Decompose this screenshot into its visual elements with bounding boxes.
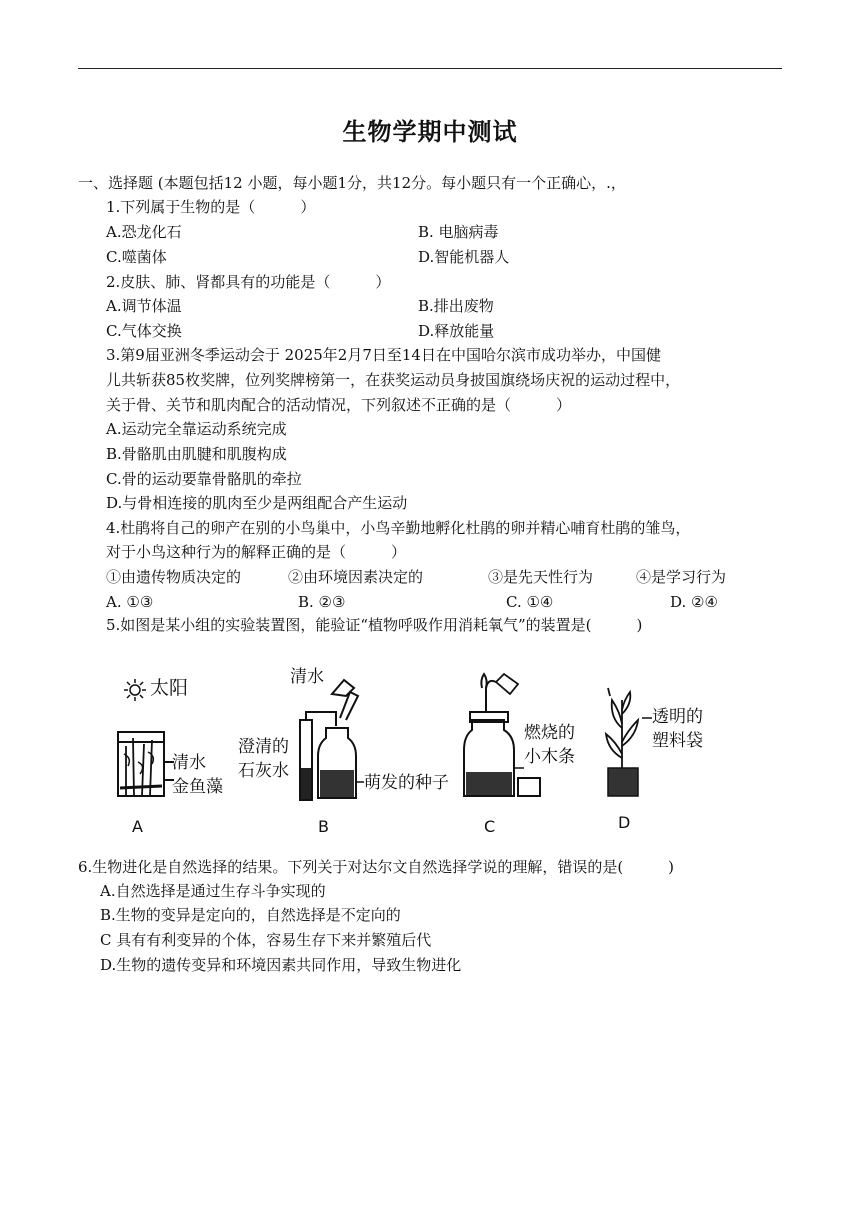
q2-option-a: A.调节体温 (106, 297, 182, 315)
q1-option-d: D.智能机器人 (418, 248, 510, 266)
device-c (464, 674, 575, 836)
device-d (606, 688, 703, 832)
q6-option-a: A.自然选择是通过生存斗争实现的 (100, 882, 326, 900)
q3-option-c: C.骨的运动要靠骨骼肌的牵拉 (106, 470, 302, 488)
q2-option-d: D.释放能量 (418, 322, 495, 340)
q2-stem: 2.皮肤、肺、肾都具有的功能是（ ） (106, 273, 391, 291)
beaker-a (118, 732, 174, 796)
q2-option-c: C.气体交换 (106, 322, 182, 340)
sun-icon (124, 679, 146, 701)
q4-stem-line-1: 4.杜鹃将自己的卵产在别的小鸟巢中，小鸟辛勤地孵化杜鹃的卵并精心哺育杜鹃的雏鸟， (106, 519, 691, 537)
q4-option-d: D. ②④ (670, 593, 718, 611)
q6-stem: 6.生物进化是自然选择的结果。下列关于对达尔文自然选择学说的理解，错误的是( ) (78, 858, 675, 876)
label-stick-1: 燃烧的 (524, 723, 575, 743)
label-water-a: 清水 (172, 753, 206, 773)
jar-c-fill (466, 772, 512, 795)
q6-option-c: C 具有有利变异的个体，容易生存下来并繁殖后代 (100, 931, 432, 949)
header-rule (78, 68, 782, 69)
pot-d (608, 768, 638, 796)
label-seeds: 萌发的种子 (364, 773, 449, 793)
q4-option-a: A. ①③ (106, 593, 154, 611)
q3-option-a: A.运动完全靠运动系统完成 (106, 420, 287, 438)
q3-stem-line-2: 儿共斩获85枚奖牌，位列奖牌榜第一，在获奖运动员身披国旗绕场庆祝的运动过程中， (106, 371, 681, 389)
label-bag-1: 透明的 (652, 707, 703, 727)
label-limewater-1: 澄清的 (238, 737, 289, 757)
label-d: D (618, 813, 631, 832)
q3-option-d: D.与骨相连接的肌肉至少是两组配合产生运动 (106, 494, 408, 512)
label-b: B (318, 817, 329, 836)
section-header: 一、选择题 (本题包括12 小题，每小题1分，共12分。每小题只有一个正确心，.， (78, 174, 626, 192)
experiment-figure (100, 658, 740, 840)
q1-option-a: A.恐龙化石 (106, 223, 182, 241)
q4-statement-4: ④是学习行为 (636, 568, 727, 586)
q4-statement-2: ②由环境因素决定的 (288, 568, 424, 586)
label-water-b: 清水 (290, 667, 324, 687)
q6-option-d: D.生物的遗传变异和环境因素共同作用，导致生物进化 (100, 956, 462, 974)
q3-stem-line-3: 关于骨、关节和肌肉配合的活动情况，下列叙述不正确的是（ ） (106, 396, 572, 414)
label-bag-2: 塑料袋 (652, 731, 703, 751)
q4-statement-1: ①由遗传物质决定的 (106, 568, 242, 586)
q2-option-b: B.排出废物 (418, 297, 494, 315)
label-algae: 金鱼藻 (172, 777, 223, 797)
q4-stem-line-2: 对于小鸟这种行为的解释正确的是（ ） (106, 543, 407, 561)
q1-option-c: C.噬菌体 (106, 248, 167, 266)
label-sun: 太阳 (150, 677, 189, 699)
q3-option-b: B.骨骼肌由肌腱和肌腹构成 (106, 445, 287, 463)
label-limewater-2: 石灰水 (238, 761, 289, 781)
seeds-fill (320, 770, 354, 797)
q5-stem: 5.如图是某小组的实验装置图，能验证“植物呼吸作用消耗氧气”的装置是( ) (106, 616, 643, 634)
page-title: 生物学期中测试 (342, 118, 518, 146)
label-stick-2: 小木条 (524, 747, 575, 767)
q3-stem-line-1: 3.第9届亚洲冬季运动会于 2025年2月7日至14日在中国哈尔滨市成功举办，中国健 (106, 346, 661, 364)
q4-statement-3: ③是先天性行为 (488, 568, 594, 586)
q4-option-c: C. ①④ (506, 593, 554, 611)
plant-d (606, 688, 638, 770)
device-b (238, 667, 449, 836)
q6-option-b: B.生物的变异是定向的，自然选择是不定向的 (100, 906, 401, 924)
q4-option-b: B. ②③ (298, 593, 346, 611)
q1-stem: 1.下列属于生物的是（ ） (106, 198, 316, 216)
label-c: C (484, 817, 496, 836)
device-a (118, 677, 223, 836)
label-a: A (132, 817, 143, 836)
q1-option-b: B. 电脑病毒 (418, 223, 499, 241)
limewater-fill (301, 768, 311, 799)
